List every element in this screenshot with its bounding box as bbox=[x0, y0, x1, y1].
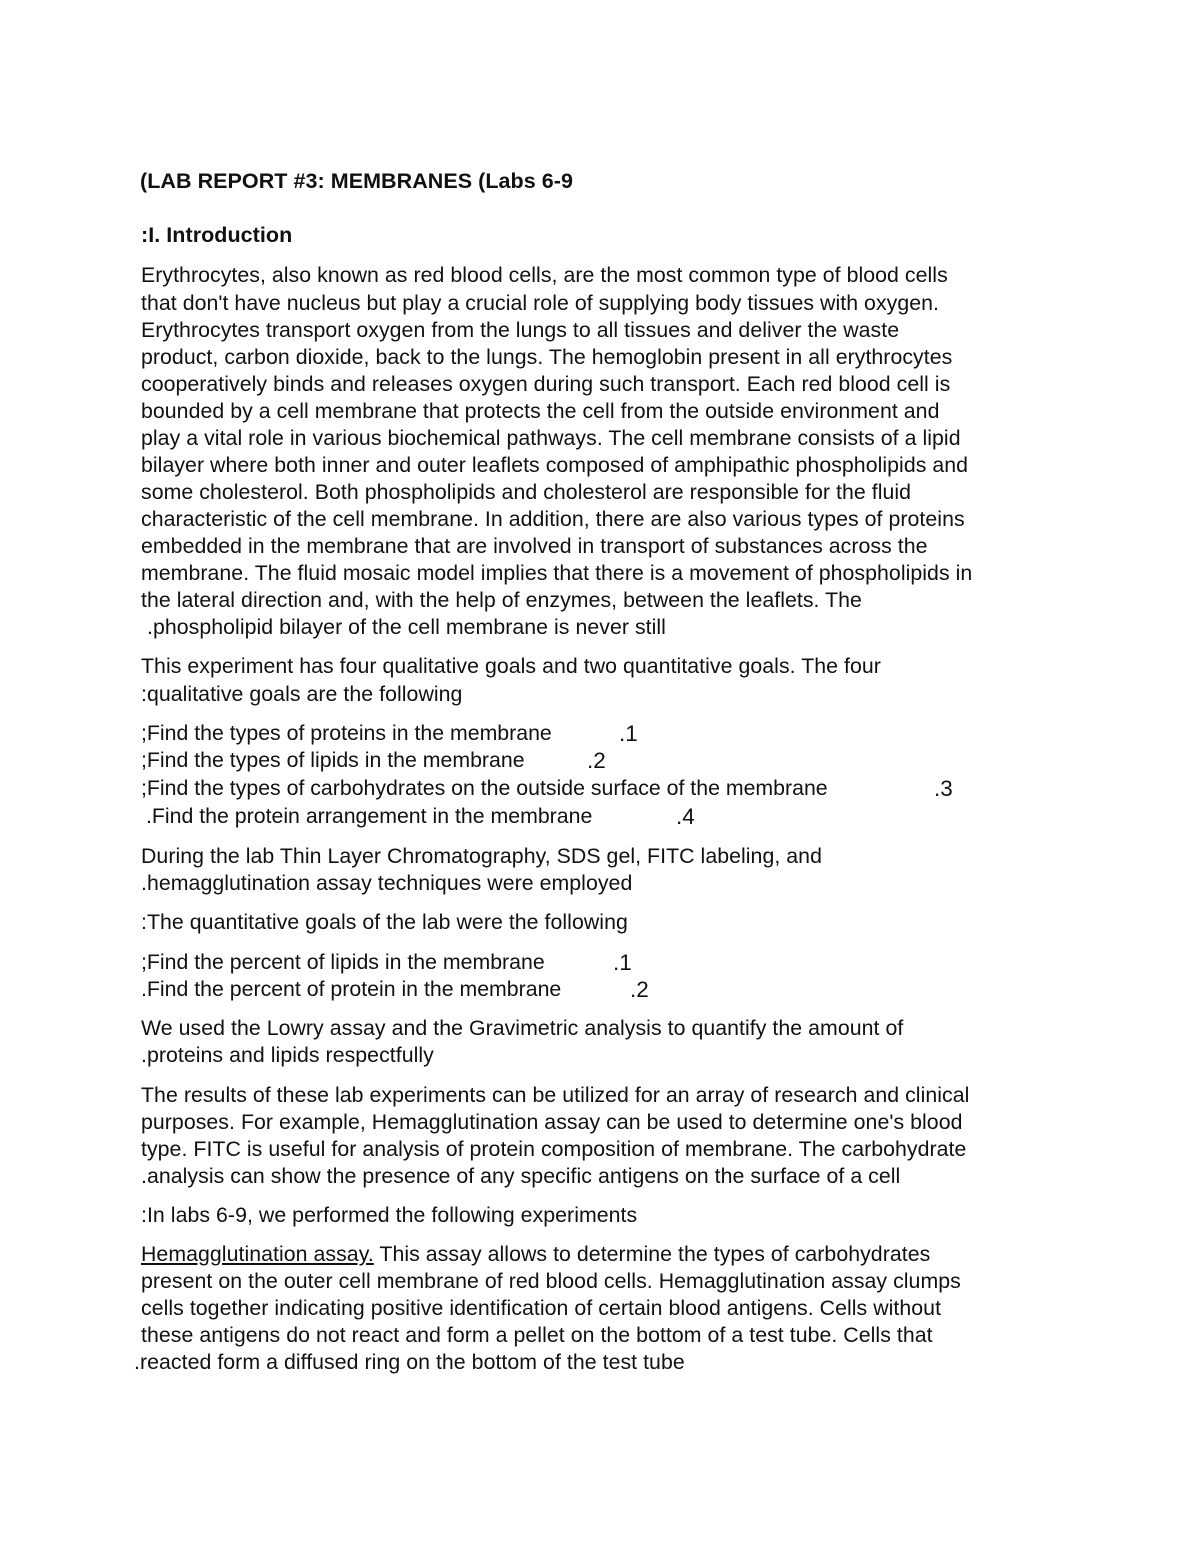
paragraph-line: product, carbon dioxide, back to the lungs. The hemoglobin present in all erythrocytes bbox=[141, 345, 953, 369]
list-item-text: ;Find the types of lipids in the membrane bbox=[141, 748, 525, 772]
paragraph-line: .hemagglutination assay techniques were employed bbox=[141, 871, 633, 895]
list-item-text: ;Find the types of proteins in the membrane bbox=[141, 721, 552, 745]
paragraph-line bbox=[141, 1241, 930, 1268]
paragraph-line: .phospholipid bilayer of the cell membrane is never still bbox=[147, 615, 666, 639]
paragraph-line: these antigens do not react and form a pellet on the bottom of a test tube. Cells that bbox=[141, 1323, 933, 1347]
paragraph-line: This experiment has four qualitative goals and two quantitative goals. The four bbox=[141, 654, 881, 678]
list-item-text: ;Find the types of carbohydrates on the outside surface of the membrane bbox=[141, 776, 828, 800]
paragraph-line: embedded in the membrane that are involved in transport of substances across the bbox=[141, 534, 928, 558]
paragraph-line: type. FITC is useful for analysis of protein composition of membrane. The carbohydrate bbox=[141, 1137, 967, 1161]
section-heading: :I. Introduction bbox=[141, 223, 293, 247]
paragraph-line: Erythrocytes transport oxygen from the lungs to all tissues and deliver the waste bbox=[141, 318, 900, 342]
list-item-number: .1 bbox=[613, 950, 632, 975]
paragraph-line: :In labs 6-9, we performed the following experiments bbox=[141, 1203, 638, 1227]
hemagglutination-text: This assay allows to determine the types of carbohydrates bbox=[373, 1242, 931, 1266]
paragraph-line: .analysis can show the presence of any specific antigens on the surface of a cell bbox=[141, 1164, 901, 1188]
paragraph-line: the lateral direction and, with the help of enzymes, between the leaflets. The bbox=[141, 588, 862, 612]
paragraph-line: that don't have nucleus but play a crucial role of supplying body tissues with oxygen. bbox=[141, 291, 940, 315]
paragraph-line: During the lab Thin Layer Chromatography, SDS gel, FITC labeling, and bbox=[141, 844, 822, 868]
paragraph-line: .reacted form a diffused ring on the bottom of the test tube bbox=[134, 1350, 685, 1374]
list-item-text: .Find the protein arrangement in the membrane bbox=[146, 804, 593, 828]
list-item-text: ;Find the percent of lipids in the membrane bbox=[141, 950, 545, 974]
paragraph-line: characteristic of the cell membrane. In addition, there are also various types of proteins bbox=[141, 507, 965, 531]
hemagglutination-label: Hemagglutination assay. bbox=[141, 1242, 374, 1266]
list-item-number: .1 bbox=[619, 721, 638, 746]
paragraph-line: some cholesterol. Both phospholipids and cholesterol are responsible for the fluid bbox=[141, 480, 912, 504]
paragraph-line: :qualitative goals are the following bbox=[141, 682, 463, 706]
paragraph-line: Erythrocytes, also known as red blood cells, are the most common type of blood cells bbox=[141, 263, 948, 287]
paragraph-line: bilayer where both inner and outer leaflets composed of amphipathic phospholipids and bbox=[141, 453, 969, 477]
list-item-number: .2 bbox=[630, 977, 649, 1002]
paragraph-line: :The quantitative goals of the lab were the following bbox=[141, 910, 628, 934]
paragraph-line: bounded by a cell membrane that protects the cell from the outside environment and bbox=[141, 399, 940, 423]
paragraph-line: membrane. The fluid mosaic model implies that there is a movement of phospholipids in bbox=[141, 561, 973, 585]
list-item-text: .Find the percent of protein in the membrane bbox=[141, 977, 562, 1001]
document-title: (LAB REPORT #3: MEMBRANES (Labs 6-9 bbox=[140, 169, 573, 193]
list-item-number: .4 bbox=[676, 804, 695, 829]
list-item-number: .2 bbox=[587, 748, 606, 773]
paragraph-line: The results of these lab experiments can be utilized for an array of research and clinical bbox=[141, 1083, 970, 1107]
paragraph-line: play a vital role in various biochemical pathways. The cell membrane consists of a lipid bbox=[141, 426, 961, 450]
paragraph-line: purposes. For example, Hemagglutination assay can be used to determine one's blood bbox=[141, 1110, 963, 1134]
paragraph-line: present on the outer cell membrane of red blood cells. Hemagglutination assay clumps bbox=[141, 1269, 961, 1293]
paragraph-line: cooperatively binds and releases oxygen during such transport. Each red blood cell is bbox=[141, 372, 951, 396]
list-item-number: .3 bbox=[934, 776, 953, 801]
paragraph-line: .proteins and lipids respectfully bbox=[141, 1043, 434, 1067]
paragraph-line: cells together indicating positive identification of certain blood antigens. Cells without bbox=[141, 1296, 942, 1320]
paragraph-line: We used the Lowry assay and the Gravimetric analysis to quantify the amount of bbox=[141, 1016, 904, 1040]
